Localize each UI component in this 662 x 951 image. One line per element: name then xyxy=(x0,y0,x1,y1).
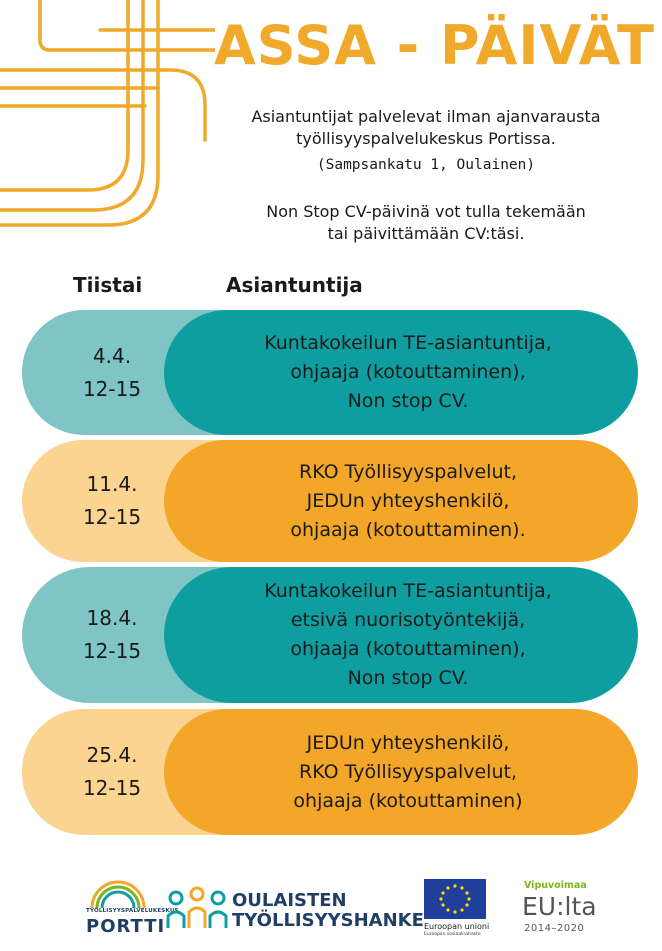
time-text: 12-15 xyxy=(82,639,142,663)
portti-name: PORTTI xyxy=(86,916,166,937)
date-text: 4.4. xyxy=(92,343,132,368)
expert-line: Non stop CV. xyxy=(347,667,469,689)
date-label xyxy=(52,310,172,435)
column-header-day: Tiistai xyxy=(73,273,143,297)
expert-line: RKO Työllisyyspalvelut, xyxy=(299,460,517,483)
oulainen-line-1: OULAISTEN xyxy=(232,890,347,911)
expert-line: Non stop CV. xyxy=(347,390,469,412)
expert-pill xyxy=(164,709,638,835)
eu-flag-icon xyxy=(424,879,486,919)
expert-pill xyxy=(164,310,638,435)
intro-line-1: Asiantuntijat palvelevat ilman ajanvarausta xyxy=(251,107,601,126)
time-text: 12-15 xyxy=(82,776,142,800)
schedule-row xyxy=(22,567,638,703)
vipu-line-1: Vipuvoimaa xyxy=(524,880,587,891)
vipu-line-2: EU:lta xyxy=(522,892,597,921)
schedule-row xyxy=(22,440,638,562)
expert-line: ohjaaja (kotouttaminen), xyxy=(290,638,526,660)
expert-line: ohjaaja (kotouttaminen) xyxy=(293,789,523,812)
eu-fund: Euroopan sosiaalirahasto xyxy=(424,932,481,937)
schedule-row xyxy=(22,709,638,835)
decorative-line-pattern xyxy=(0,0,215,240)
expert-line: etsivä nuorisotyöntekijä, xyxy=(290,609,526,631)
expert-line: Kuntakokeilun TE-asiantuntija, xyxy=(264,580,552,602)
date-text: 18.4. xyxy=(86,606,138,630)
expert-line: Kuntakokeilun TE-asiantuntija, xyxy=(264,332,552,354)
vipuvoimaa-logo xyxy=(522,880,597,942)
page-title: ASSA - PÄIVÄT xyxy=(214,14,656,77)
date-text: 25.4. xyxy=(86,743,138,767)
eu-name: Euroopan unioni xyxy=(424,922,490,931)
expert-line: JEDUn yhteyshenkilö, xyxy=(306,489,510,512)
time-text: 12-15 xyxy=(82,376,142,401)
expert-line: JEDUn yhteyshenkilö, xyxy=(306,731,510,754)
intro-address: (Sampsankatu 1, Oulainen) xyxy=(316,157,536,173)
oulainen-logo xyxy=(166,884,424,934)
time-text: 12-15 xyxy=(82,505,142,529)
expert-line: ohjaaja (kotouttaminen). xyxy=(290,518,526,541)
date-label xyxy=(52,709,172,835)
oulainen-line-2: TYÖLLISYYSHANKE xyxy=(232,910,424,931)
column-header-expert: Asiantuntija xyxy=(226,273,363,297)
intro-cv-line-1: Non Stop CV-päivinä vot tulla tekemään xyxy=(266,202,586,221)
date-label xyxy=(52,567,172,703)
portti-subtitle: TYÖLLISYYSPALVELUKESKUS xyxy=(86,908,179,914)
intro-line-2: työllisyyspalvelukeskus Portissa. xyxy=(296,129,556,148)
eu-logo xyxy=(424,879,490,945)
date-label xyxy=(52,440,172,562)
people-group-icon xyxy=(166,884,228,934)
schedule-row xyxy=(22,310,638,435)
intro-cv-line-2: tai päivittämään CV:täsi. xyxy=(327,224,525,243)
date-text: 11.4. xyxy=(86,472,138,496)
vipu-line-3: 2014–2020 xyxy=(524,923,585,934)
expert-line: ohjaaja (kotouttaminen), xyxy=(290,361,526,383)
expert-pill xyxy=(164,440,638,562)
portti-logo xyxy=(86,872,179,942)
expert-pill xyxy=(164,567,638,703)
expert-line: RKO Työllisyyspalvelut, xyxy=(299,760,517,783)
